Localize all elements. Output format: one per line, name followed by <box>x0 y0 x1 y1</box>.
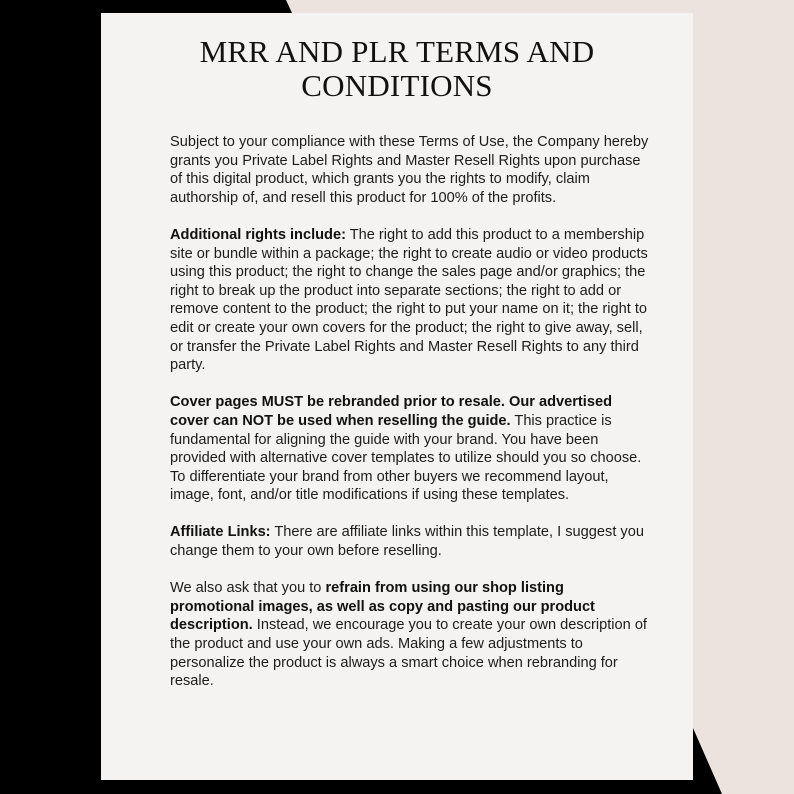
promotional-warning: refrain from using our shop listing promotional images, as well as copy and pasting our product description. <box>170 580 595 634</box>
additional-rights-text: The right to add this product to a membership site or bundle within a package; the right to create audio or video products using this product; the right to change the sales page and/or graphics; the right to break up the product into separate sections; the right to add or remove content to the product; the right to put your name on it; the right to edit or create your own covers for the product; the right to give away, sell, or transfer the Private Label Rights and Master Resell Rights to any third party. <box>170 226 648 374</box>
paragraph-cover-pages <box>170 393 650 505</box>
affiliate-links-text: There are affiliate links within this template, I suggest you change them to your own before reselling. <box>170 524 644 560</box>
page-title <box>101 13 693 103</box>
cover-pages-warning: Cover pages MUST be rebranded prior to resale. Our advertised cover can NOT be used when reselling the guide. <box>170 394 612 429</box>
paragraph-grant <box>170 133 650 207</box>
paragraph-grant-text: Subject to your compliance with these Terms of Use, the Company hereby grants you Private Label Rights and Master Resell Rights upon purchase of this digital product, which grants you the rights to modify, claim authorship of, and resell this product for 100% of the profits. <box>170 134 649 206</box>
cover-pages-text: This practice is fundamental for aligning the guide with your brand. You have been provided with alternative cover templates to utilize should you so choose. To differentiate your brand from other buyers we recommend layout, image, font, and/or title modifications if using these templates. <box>170 412 642 504</box>
terms-body <box>170 133 650 709</box>
promotional-text-end: Instead, we encourage you to create your own description of the product and use your own ads. Making a few adjustments to personalize the product is always a smart choice when rebranding for resale. <box>170 617 647 690</box>
additional-rights-heading: Additional rights include: <box>170 226 346 243</box>
paragraph-affiliate-links <box>170 523 650 560</box>
paragraph-additional-rights <box>170 226 650 375</box>
document-page <box>101 13 693 780</box>
title-line-1: MRR AND PLR TERMS AND <box>199 34 595 69</box>
affiliate-links-heading: Affiliate Links: <box>170 524 271 541</box>
paragraph-promotional <box>170 579 650 691</box>
promotional-text-start: We also ask that you to <box>170 580 326 597</box>
title-line-2: CONDITIONS <box>301 68 493 103</box>
